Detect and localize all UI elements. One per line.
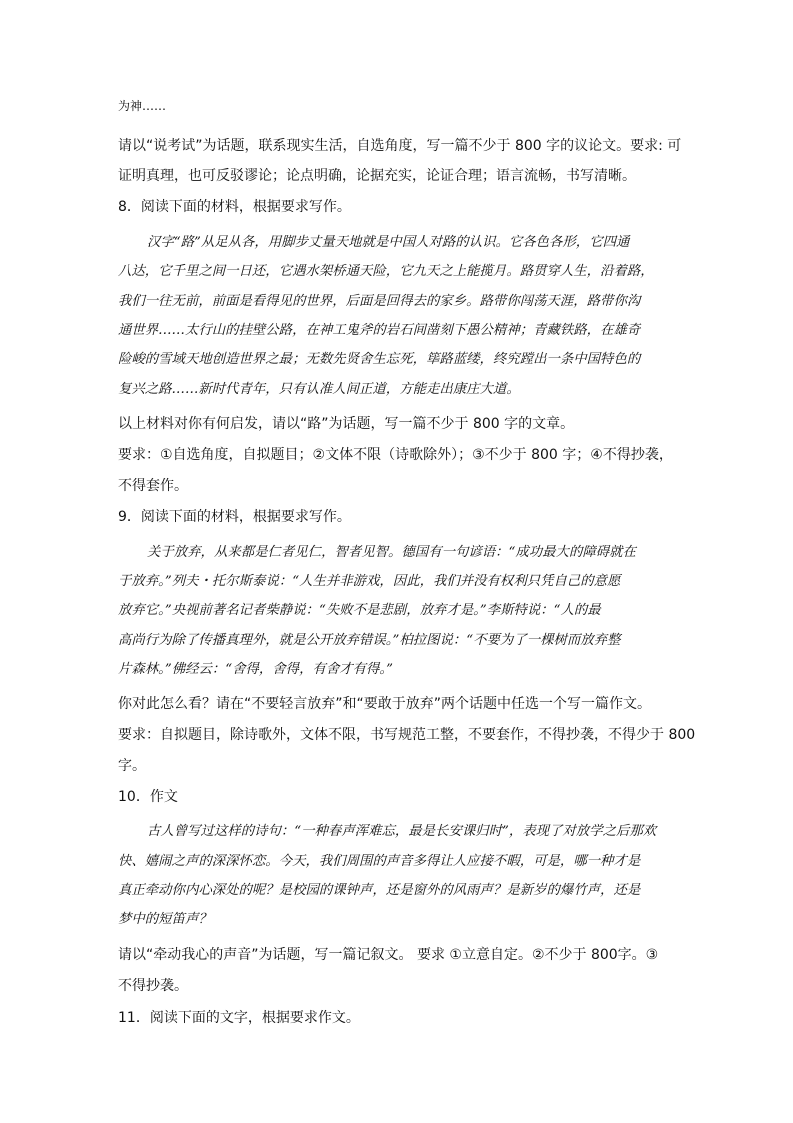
question-heading-10: 10．作文 <box>118 789 178 805</box>
material-line: 复兴之路……新时代青年，只有认准人间正道，方能走出康庄大道。 <box>118 382 520 397</box>
material-line: 我们一往无前，前面是看得见的世界，后面是回得去的家乡。路带你闯荡天涯，路带你沟 <box>118 294 641 309</box>
material-line: 真正牵动你内心深处的呢？是校园的课钟声，还是窗外的风雨声？是新岁的爆竹声，还是 <box>118 883 641 898</box>
text-line: 证明真理，也可反驳谬论；论点明确，论据充实，论证合理；语言流畅，书写清晰。 <box>118 168 636 184</box>
material-line: 汉字“路”从足从各，用脚步丈量天地就是中国人对路的认识。它各色各形，它四通 <box>147 235 630 250</box>
material-line: 险峻的雪域天地创造世界之最；无数先贤舍生忘死，筚路蓝缕，终究蹚出一条中国特色的 <box>118 352 641 367</box>
text-line: 字。 <box>118 758 146 774</box>
text-line: 不得抄袭。 <box>118 978 188 994</box>
text-line: 以上材料对你有何启发，请以“路”为话题，写一篇不少于 800 字的文章。 <box>118 416 575 432</box>
material-line: 关于放弃，从来都是仁者见仁，智者见智。德国有一句谚语：“成功最大的障碍就在 <box>147 545 636 560</box>
material-line: 古人曾写过这样的诗句：“一种春声浑难忘，最是长安课归时”，表现了对放学之后那欢 <box>147 824 657 839</box>
material-line: 快、嬉闹之声的深深怀恋。今天，我们周围的声音多得让人应接不暇，可是，哪一种才是 <box>118 854 641 869</box>
text-line: 请以“牵动我心的声音”为话题，写一篇记叙文。 要求 ①立意自定。②不少于 800字。③ <box>118 947 659 963</box>
question-heading-9: 9．阅读下面的材料，根据要求写作。 <box>118 509 351 525</box>
text-line: 请以“说考试”为话题，联系现实生活，自选角度，写一篇不少于 800 字的议论文。要求: 可 <box>118 138 682 154</box>
material-line: 梦中的短笛声？ <box>118 912 212 927</box>
material-line: 八达，它千里之间一日还，它遇水架桥通天险，它九天之上能揽月。路贯穿人生，沿着路， <box>118 264 654 279</box>
text-line: 要求：自拟题目，除诗歌外，文体不限，书写规范工整，不要套作，不得抄袭，不得少于 800 <box>118 727 696 743</box>
text-line: 你对此怎么看？请在“不要轻言放弃”和“要敢于放弃”两个话题中任选一个写一篇作文。 <box>118 696 652 712</box>
text-line: 为神…… <box>118 99 167 113</box>
text-line: 不得套作。 <box>118 478 188 494</box>
material-line: 于放弃。”列夫・托尔斯泰说：“人生并非游戏，因此，我们并没有权利只凭自己的意愿 <box>118 574 621 589</box>
material-line: 放弃它。”央视前著名记者柴静说：“失败不是悲剧，放弃才是。”李斯特说：“人的最 <box>118 603 601 618</box>
text-line: 要求：①自选角度，自拟题目；②文体不限（诗歌除外）；③不少于 800 字；④不得抄袭， <box>118 447 673 463</box>
question-heading-11: 11．阅读下面的文字，根据要求作文。 <box>118 1010 360 1026</box>
question-heading-8: 8．阅读下面的材料，根据要求写作。 <box>118 199 351 215</box>
material-line: 片森林。”佛经云：“舍得，舍得，有舍才有得。” <box>118 662 393 677</box>
material-line: 高尚行为除了传播真理外，就是公开放弃错误。”柏拉图说：“不要为了一棵树而放弃整 <box>118 633 621 648</box>
material-line: 通世界……太行山的挂壁公路，在神工鬼斧的岩石间凿刻下愚公精神；青藏铁路，在雄奇 <box>118 323 641 338</box>
